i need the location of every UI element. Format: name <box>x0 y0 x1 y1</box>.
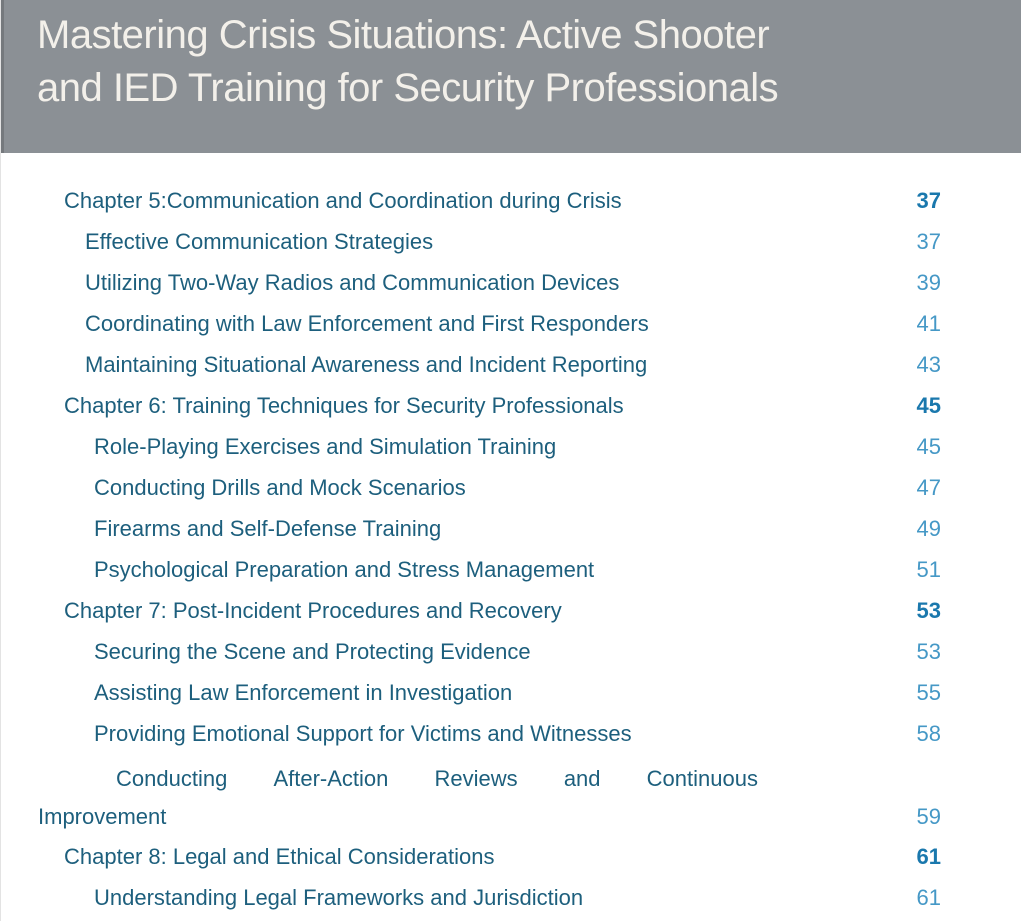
toc-entry-label: Chapter 5:Communication and Coordination during Crisis <box>64 187 622 213</box>
toc-entry-label: Role-Playing Exercises and Simulation Training <box>94 433 557 459</box>
toc-entry <box>38 713 941 754</box>
toc-entry-page: 47 <box>916 474 941 500</box>
toc-entry-label: Assisting Law Enforcement in Investigation <box>94 679 513 705</box>
toc-entry-label: Providing Emotional Support for Victims and Witnesses <box>94 720 632 746</box>
toc-entry <box>38 508 941 549</box>
toc-entry-label <box>38 760 758 836</box>
toc-entry-page: 58 <box>916 720 941 746</box>
toc-entry-label-word: Reviews <box>434 766 518 791</box>
toc-entry <box>38 672 941 713</box>
toc-entry <box>38 877 941 918</box>
table-of-contents <box>38 180 941 918</box>
toc-entry-wrapped <box>38 758 941 836</box>
toc-entry-chapter-6 <box>38 385 941 426</box>
document-title-line1: Mastering Crisis Situations: Active Shooter <box>37 13 770 57</box>
toc-entry-page: 53 <box>916 638 941 664</box>
toc-entry <box>38 467 941 508</box>
toc-entry-label: Chapter 6: Training Techniques for Security Professionals <box>64 392 624 418</box>
toc-entry-label: Chapter 8: Legal and Ethical Considerations <box>64 843 495 869</box>
toc-entry-page: 41 <box>916 310 941 336</box>
toc-entry-label-word: and <box>563 766 601 791</box>
toc-entry-page: 45 <box>916 392 941 418</box>
document-title-line2: and IED Training for Security Professionals <box>37 66 779 110</box>
toc-entry-page: 39 <box>916 269 941 295</box>
toc-entry-label: Understanding Legal Frameworks and Jurisdiction <box>94 884 584 910</box>
toc-entry-label: Securing the Scene and Protecting Evidence <box>94 638 531 664</box>
toc-entry <box>38 344 941 385</box>
toc-entry-page: 59 <box>916 804 941 829</box>
toc-entry <box>38 303 941 344</box>
toc-entry-label: Conducting Drills and Mock Scenarios <box>94 474 466 500</box>
toc-entry-page: 53 <box>916 597 941 623</box>
document-title <box>37 9 993 115</box>
toc-entry <box>38 549 941 590</box>
toc-entry-label: Effective Communication Strategies <box>85 228 434 254</box>
toc-entry-label: Chapter 7: Post-Incident Procedures and Recovery <box>64 597 562 623</box>
toc-entry-label-word: Conducting <box>116 766 228 791</box>
toc-entry-chapter-5 <box>38 180 941 221</box>
toc-entry-page: 37 <box>916 187 941 213</box>
toc-entry-page: 61 <box>916 884 941 910</box>
toc-entry-page: 43 <box>916 351 941 377</box>
toc-entry-label-line2: Improvement <box>38 804 167 829</box>
toc-entry-page: 49 <box>916 515 941 541</box>
toc-entry-page: 61 <box>916 843 941 869</box>
toc-entry-label: Psychological Preparation and Stress Management <box>94 556 595 582</box>
toc-entry <box>38 221 941 262</box>
toc-entry-label-word: After-Action <box>273 766 389 791</box>
toc-entry <box>38 631 941 672</box>
toc-entry-page: 37 <box>916 228 941 254</box>
toc-entry-label: Firearms and Self-Defense Training <box>94 515 442 541</box>
toc-entry <box>38 426 941 467</box>
toc-entry-page: 45 <box>916 433 941 459</box>
toc-entry-label: Utilizing Two-Way Radios and Communication Devices <box>85 269 620 295</box>
toc-entry-chapter-8 <box>38 836 941 877</box>
toc-entry-page: 51 <box>916 556 941 582</box>
toc-entry-label: Coordinating with Law Enforcement and First Responders <box>85 310 649 336</box>
toc-entry <box>38 262 941 303</box>
toc-entry-chapter-7 <box>38 590 941 631</box>
toc-entry-label: Maintaining Situational Awareness and Incident Reporting <box>85 351 648 377</box>
toc-entry-label-line1 <box>116 760 758 798</box>
title-banner <box>1 0 1021 153</box>
toc-entry-page: 55 <box>916 679 941 705</box>
toc-entry-label-word: Continuous <box>646 766 758 791</box>
